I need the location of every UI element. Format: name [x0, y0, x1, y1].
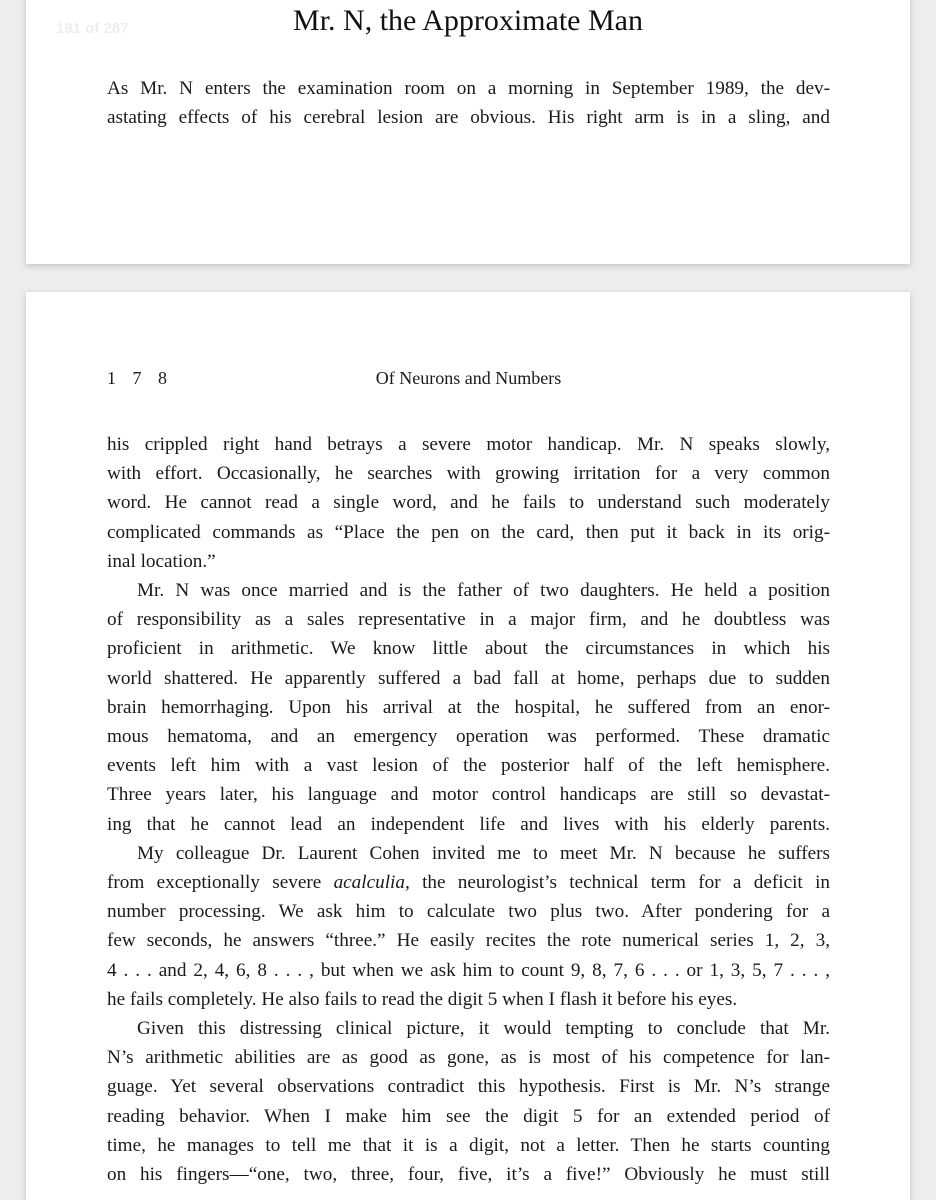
text-line: word. He cannot read a single word, and he fails to understand such moderately	[107, 492, 830, 514]
text-line: mous hematoma, and an emergency operation was performed. These dramatic	[107, 726, 830, 748]
text-line: reading behavior. When I make him see the digit 5 for an extended period of	[107, 1105, 830, 1127]
book-title: Of Neurons and Numbers	[375, 368, 562, 388]
paragraph	[107, 1014, 830, 1189]
text-line: As Mr. N enters the examination room on a morning in September 1989, the dev-	[107, 78, 830, 99]
text-line: few seconds, he answers “three.” He easily recites the rote numerical series 1, 2, 3,	[107, 930, 830, 952]
text-line: Mr. N was once married and is the father of two daughters. He held a position	[137, 580, 830, 602]
italic-term: acalculia,	[333, 872, 410, 894]
text-line: complicated commands as “Place the pen on the card, then put it back in its orig-	[107, 521, 830, 543]
text-line	[107, 868, 830, 897]
text-line: proficient in arithmetic. We know little about the circumstances in which his	[107, 638, 830, 660]
text-line: N’s arithmetic abilities are as good as gone, as is most of his competence for lan-	[107, 1047, 830, 1069]
text-run: the neurologist’s technical term for a deficit in	[409, 872, 830, 894]
text-line: his crippled right hand betrays a severe motor handicap. Mr. N speaks slowly,	[107, 434, 830, 455]
text-line: world shattered. He apparently suffered a bad fall at home, perhaps due to sudden	[107, 667, 830, 689]
text-line: My colleague Dr. Laurent Cohen invited me to meet Mr. N because he suffers	[137, 842, 830, 864]
page-number: 1 7 8	[107, 368, 173, 388]
text-line: guage. Yet several observations contradict this hypothesis. First is Mr. N’s strange	[107, 1076, 830, 1098]
text-line: on his fingers—“one, two, three, four, five, it’s a five!” Obviously he must still	[107, 1164, 830, 1186]
page-body	[107, 430, 830, 1189]
text-line: 4 . . . and 2, 4, 6, 8 . . . , but when we ask him to count 9, 8, 7, 6 . . . or 1, 3, 5, 7 . . . ,	[107, 959, 830, 981]
text-run: from exceptionally severe	[107, 872, 334, 894]
text-line: ing that he cannot lead an independent life and lives with his elderly parents.	[107, 813, 830, 835]
paragraph	[107, 576, 830, 839]
chapter-opening-text	[107, 74, 830, 132]
text-line: he fails completely. He also fails to read the digit 5 when I flash it before his eyes.	[107, 988, 738, 1010]
paragraph	[107, 430, 830, 576]
text-line: of responsibility as a sales representative in a major firm, and he doubtless was	[107, 609, 830, 631]
chapter-title: Mr. N, the Approximate Man	[293, 4, 643, 37]
text-line: astating effects of his cerebral lesion are obvious. His right arm is in a sling, and	[107, 107, 830, 129]
page-indicator: 191 of 287	[56, 20, 129, 37]
text-line: Given this distressing clinical picture, it would tempting to conclude that Mr.	[137, 1018, 830, 1040]
text-line: inal location.”	[107, 550, 216, 572]
text-line: events left him with a vast lesion of the posterior half of the left hemisphere.	[107, 755, 830, 777]
text-line: with effort. Occasionally, he searches with growing irritation for a very common	[107, 463, 830, 485]
text-line: Three years later, his language and motor control handicaps are still so devastat-	[107, 784, 830, 806]
text-line: number processing. We ask him to calculate two plus two. After pondering for a	[107, 901, 830, 923]
text-line: brain hemorrhaging. Upon his arrival at the hospital, he suffered from an enor-	[107, 696, 830, 718]
text-line: time, he manages to tell me that it is a digit, not a letter. Then he starts counting	[107, 1134, 830, 1156]
current-page	[26, 292, 910, 1200]
paragraph	[107, 839, 830, 1014]
previous-page	[26, 0, 910, 264]
